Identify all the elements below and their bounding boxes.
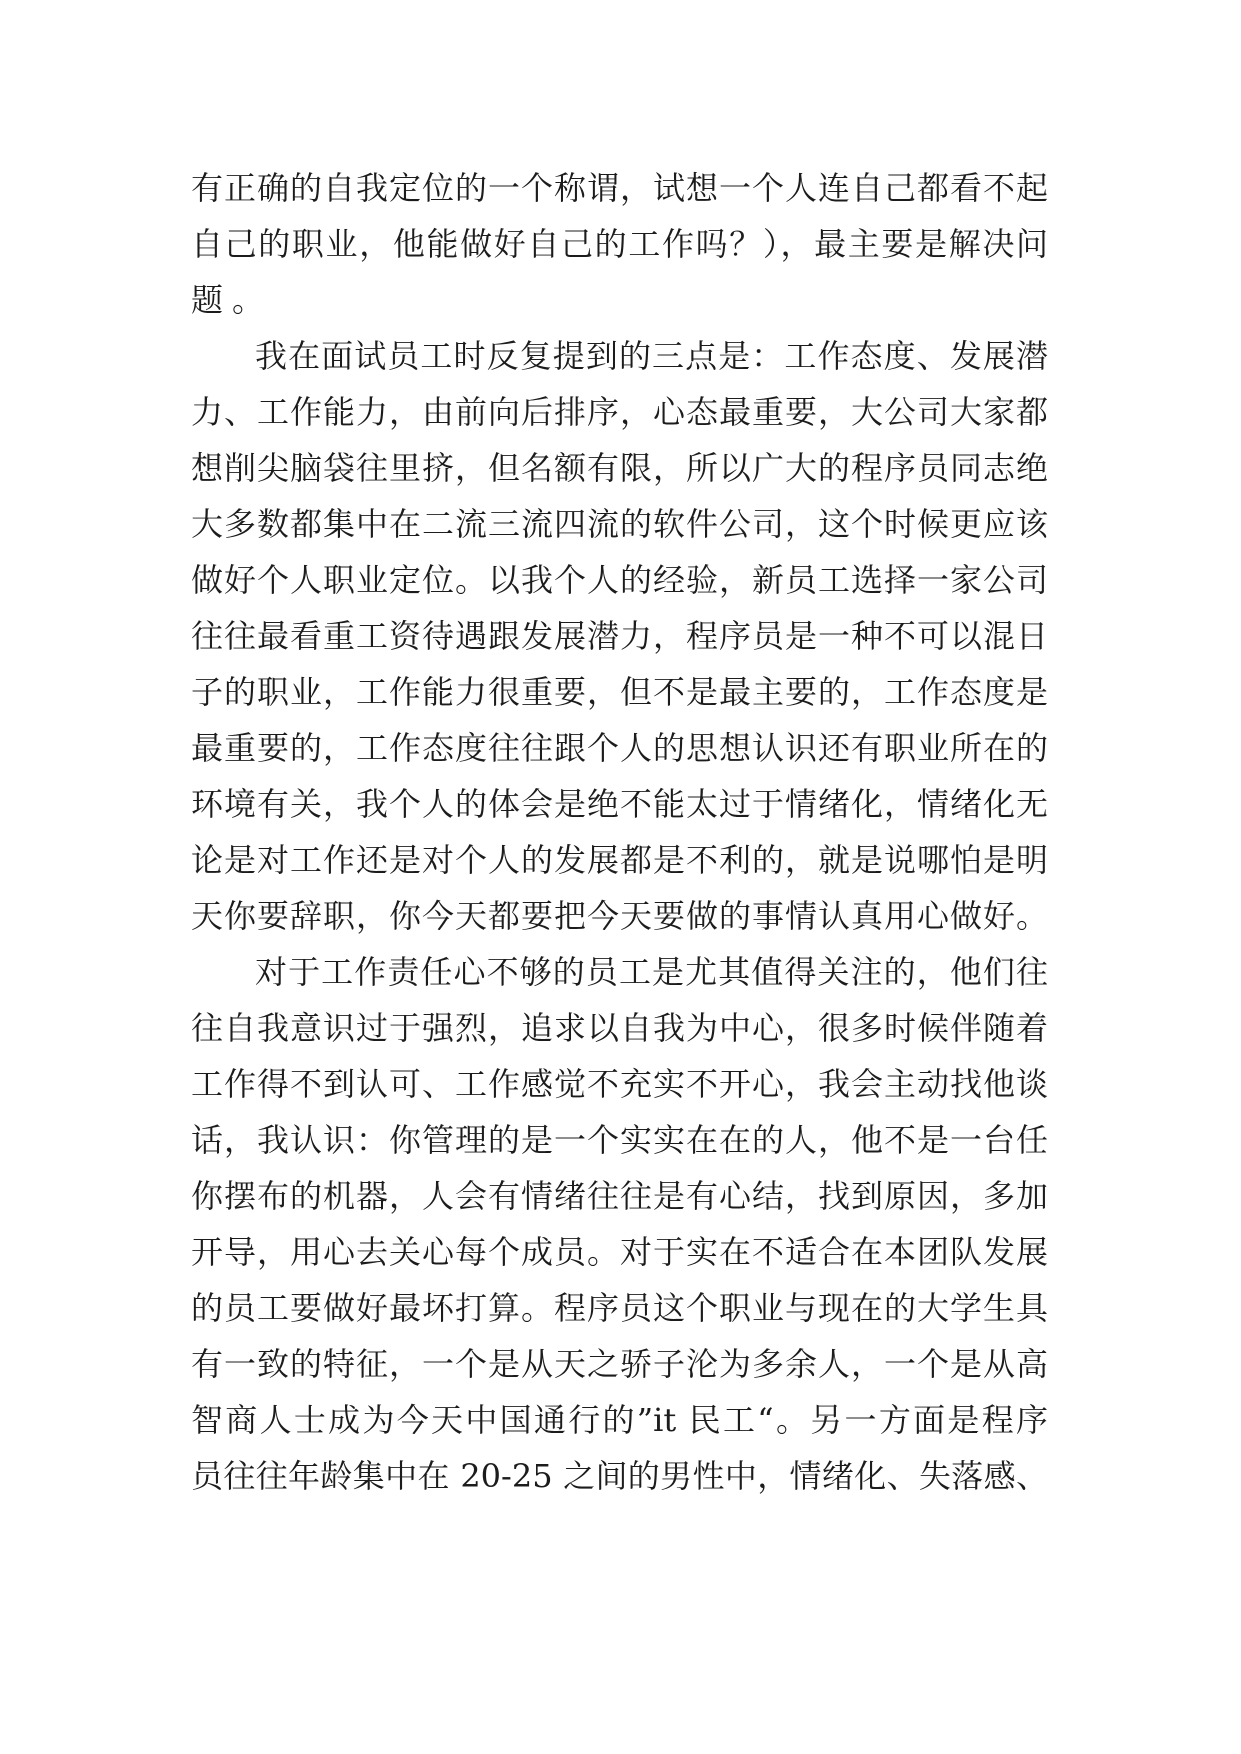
text-line: 的员工要做好最坏打算。程序员这个职业与现在的大学生具 <box>191 1289 1048 1327</box>
text-line: 力、工作能力，由前向后排序，心态最重要，大公司大家都 <box>191 393 1048 431</box>
text-line: 智商人士成为今天中国通行的”it 民工“。另一方面是程序 <box>191 1401 1048 1439</box>
text-line: 我在面试员工时反复提到的三点是：工作态度、发展潜 <box>255 337 1048 375</box>
text-line: 话，我认识：你管理的是一个实实在在的人，他不是一台任 <box>191 1121 1048 1159</box>
text-line: 环境有关，我个人的体会是绝不能太过于情绪化，情绪化无 <box>191 785 1048 823</box>
text-line: 最重要的，工作态度往往跟个人的思想认识还有职业所在的 <box>191 729 1048 767</box>
text-line: 你摆布的机器，人会有情绪往往是有心结，找到原因，多加 <box>191 1177 1048 1215</box>
text-line: 天你要辞职，你今天都要把今天要做的事情认真用心做好。 <box>191 897 1048 935</box>
text-line: 论是对工作还是对个人的发展都是不利的，就是说哪怕是明 <box>191 841 1048 879</box>
text-line: 大多数都集中在二流三流四流的软件公司，这个时候更应该 <box>191 505 1048 543</box>
text-line: 做好个人职业定位。以我个人的经验，新员工选择一家公司 <box>191 561 1048 599</box>
text-line: 有一致的特征，一个是从天之骄子沦为多余人，一个是从高 <box>191 1345 1048 1383</box>
text-line: 往自我意识过于强烈，追求以自我为中心，很多时候伴随着 <box>191 1009 1048 1047</box>
text-line: 题。 <box>191 281 274 319</box>
text-line: 往往最看重工资待遇跟发展潜力，程序员是一种不可以混日 <box>191 617 1048 655</box>
text-line: 子的职业，工作能力很重要，但不是最主要的，工作态度是 <box>191 673 1048 711</box>
text-line: 自己的职业，他能做好自己的工作吗？），最主要是解决问 <box>191 225 1048 263</box>
text-line: 工作得不到认可、工作感觉不充实不开心，我会主动找他谈 <box>191 1065 1048 1103</box>
text-line: 对于工作责任心不够的员工是尤其值得关注的，他们往 <box>255 953 1048 991</box>
text-line: 员往往年龄集中在 20-25 之间的男性中，情绪化、失落感、 <box>191 1457 1048 1495</box>
text-line: 开导，用心去关心每个成员。对于实在不适合在本团队发展 <box>191 1233 1048 1271</box>
text-line: 有正确的自我定位的一个称谓，试想一个人连自己都看不起 <box>191 169 1048 207</box>
text-line: 想削尖脑袋往里挤，但名额有限，所以广大的程序员同志绝 <box>191 449 1048 487</box>
